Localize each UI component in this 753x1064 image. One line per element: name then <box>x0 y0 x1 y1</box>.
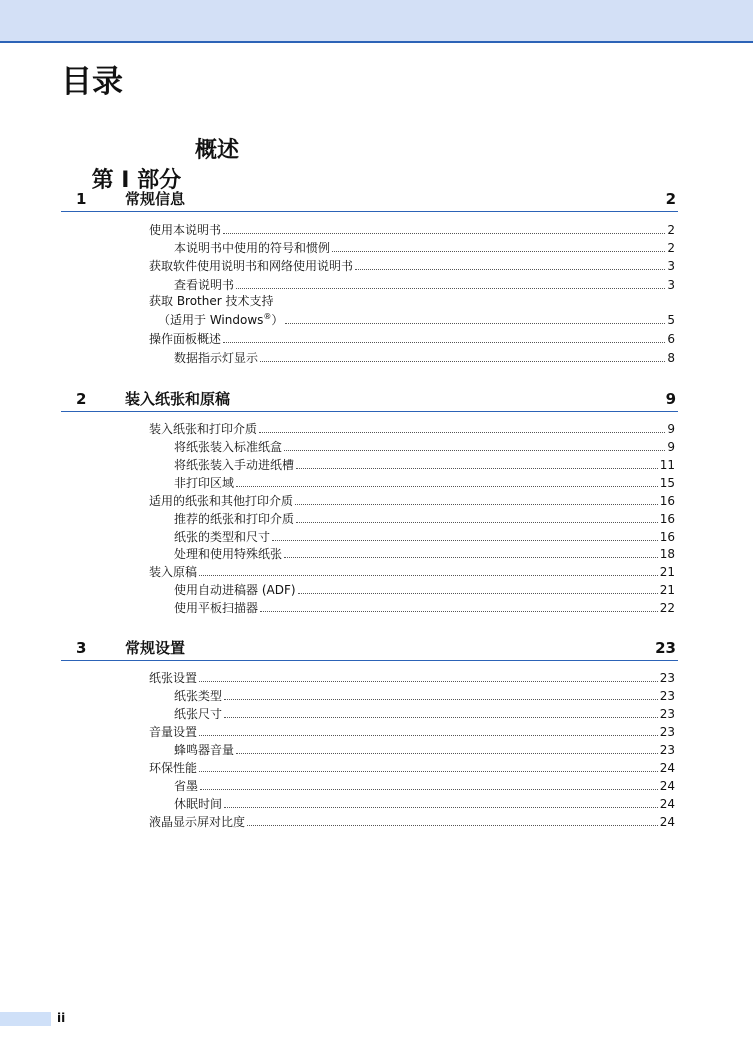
leader-dots <box>296 457 658 469</box>
leader-dots <box>199 724 658 736</box>
chapter-number: 1 <box>76 190 87 208</box>
toc-entry[interactable] <box>174 457 675 473</box>
leader-dots <box>284 546 658 558</box>
leader-dots <box>272 529 658 541</box>
toc-entry-title: 适用的纸张和其他打印介质 <box>149 494 294 508</box>
toc-entry[interactable] <box>174 529 675 545</box>
toc-entry-page: 16 <box>659 530 675 544</box>
part-name: 概述 <box>195 138 240 163</box>
toc-entry-title-line1[interactable]: 获取 Brother 技术支持 <box>149 294 274 308</box>
toc-entry[interactable] <box>149 670 675 686</box>
leader-dots <box>260 350 665 362</box>
leader-dots <box>355 258 665 270</box>
toc-entry[interactable] <box>174 600 675 616</box>
toc-entry[interactable] <box>149 331 675 347</box>
toc-entry[interactable] <box>174 350 675 366</box>
toc-entry-title: 纸张设置 <box>149 671 198 685</box>
toc-entry[interactable] <box>174 240 675 256</box>
toc-entry[interactable] <box>149 564 675 580</box>
leader-dots <box>223 222 665 234</box>
toc-entry-page: 16 <box>659 494 675 508</box>
toc-entry-title: 省墨 <box>174 779 199 793</box>
toc-entry-page: 24 <box>659 797 675 811</box>
toc-entry[interactable] <box>149 724 675 740</box>
toc-entry[interactable] <box>174 688 675 704</box>
toc-entry[interactable] <box>174 742 675 758</box>
toc-entry-title: 音量设置 <box>149 725 198 739</box>
toc-entry-title: 使用本说明书 <box>149 223 222 237</box>
toc-entry-title: 蜂鸣器音量 <box>174 743 235 757</box>
toc-entry-page: 3 <box>667 278 675 292</box>
chapter-title: 常规信息 <box>125 190 186 208</box>
toc-entry-title: 处理和使用特殊纸张 <box>174 547 283 561</box>
toc-entry-page: 11 <box>659 458 675 472</box>
leader-dots <box>284 439 665 451</box>
leader-dots <box>296 511 658 523</box>
toc-entry[interactable] <box>149 258 675 274</box>
footer-bar <box>0 1012 51 1026</box>
chapter-3-heading[interactable] <box>61 638 678 661</box>
toc-entry-page: 24 <box>659 779 675 793</box>
chapter-1-heading[interactable] <box>61 189 678 212</box>
leader-dots <box>200 778 658 790</box>
toc-entry-page: 16 <box>659 512 675 526</box>
toc-entry[interactable] <box>149 493 675 509</box>
toc-entry-page: 23 <box>659 725 675 739</box>
toc-entry-page: 21 <box>659 565 675 579</box>
chapter-title: 常规设置 <box>125 639 186 657</box>
leader-dots <box>260 600 658 612</box>
toc-entry-title: 纸张的类型和尺寸 <box>174 530 271 544</box>
toc-entry[interactable] <box>174 582 675 598</box>
toc-entry-page: 23 <box>659 689 675 703</box>
toc-entry-title: 操作面板概述 <box>149 332 222 346</box>
toc-entry-page: 9 <box>667 440 675 454</box>
toc-entry-title: 使用平板扫描器 <box>174 601 259 615</box>
toc-entry-title: 环保性能 <box>149 761 198 775</box>
toc-entry[interactable] <box>174 706 675 722</box>
toc-entry-title: 查看说明书 <box>174 278 235 292</box>
toc-entry-page: 23 <box>659 707 675 721</box>
toc-entry-title-part: （适用于 Windows <box>158 313 264 327</box>
toc-entry[interactable] <box>149 421 675 437</box>
chapter-page: 9 <box>665 390 676 408</box>
toc-entry[interactable] <box>174 439 675 455</box>
toc-entry[interactable] <box>174 546 675 562</box>
toc-entry[interactable] <box>149 760 675 776</box>
toc-entry-page: 24 <box>659 815 675 829</box>
leader-dots <box>285 312 665 324</box>
registered-mark: ® <box>263 312 272 321</box>
toc-entry-page: 18 <box>659 547 675 561</box>
leader-dots <box>224 688 658 700</box>
toc-entry-page: 22 <box>659 601 675 615</box>
leader-dots <box>199 564 658 576</box>
leader-dots <box>236 277 665 289</box>
toc-entry-page: 23 <box>659 671 675 685</box>
toc-entry[interactable] <box>174 475 675 491</box>
toc-entry-title: 休眠时间 <box>174 797 223 811</box>
toc-entry[interactable] <box>174 511 675 527</box>
toc-entry-title: 推荐的纸张和打印介质 <box>174 512 295 526</box>
chapter-number: 3 <box>76 639 87 657</box>
toc-entry-title: 将纸张装入标准纸盒 <box>174 440 283 454</box>
part-label: 第 I 部分 <box>91 168 182 193</box>
toc-entry[interactable] <box>149 222 675 238</box>
toc-entry-title: 装入原稿 <box>149 565 198 579</box>
toc-entry-title-part: ） <box>271 313 284 327</box>
leader-dots <box>223 331 665 343</box>
toc-entry-title: 本说明书中使用的符号和惯例 <box>174 241 331 255</box>
toc-entry-page: 6 <box>667 332 675 346</box>
toc-entry-title: 获取软件使用说明书和网络使用说明书 <box>149 259 354 273</box>
page-number: ii <box>57 1011 66 1025</box>
chapter-title: 装入纸张和原稿 <box>125 390 231 408</box>
leader-dots <box>332 240 665 252</box>
toc-entry[interactable] <box>174 277 675 293</box>
toc-entry-title: 数据指示灯显示 <box>174 351 259 365</box>
toc-entry-title: 纸张尺寸 <box>174 707 223 721</box>
toc-entry-title: 纸张类型 <box>174 689 223 703</box>
toc-entry-page: 3 <box>667 259 675 273</box>
toc-entry[interactable] <box>174 778 675 794</box>
toc-entry[interactable] <box>158 312 675 328</box>
toc-entry-page: 21 <box>659 583 675 597</box>
header-band <box>0 0 753 43</box>
toc-entry-title: 液晶显示屏对比度 <box>149 815 246 829</box>
chapter-page: 2 <box>665 190 676 208</box>
toc-entry-title: 使用自动进稿器 (ADF) <box>174 583 296 597</box>
toc-entry-page: 15 <box>659 476 675 490</box>
leader-dots <box>199 670 658 682</box>
toc-entry-title <box>158 312 283 328</box>
leader-dots <box>295 493 658 505</box>
leader-dots <box>236 742 658 754</box>
chapter-page: 23 <box>655 639 676 657</box>
leader-dots <box>199 760 658 772</box>
toc-entry[interactable] <box>149 814 675 830</box>
toc-entry-page: 9 <box>667 422 675 436</box>
toc-entry-page: 5 <box>667 313 675 327</box>
leader-dots <box>224 796 658 808</box>
toc-entry-page: 23 <box>659 743 675 757</box>
toc-entry-page: 8 <box>667 351 675 365</box>
toc-entry[interactable] <box>174 796 675 812</box>
leader-dots <box>247 814 658 826</box>
toc-entry-page: 2 <box>667 241 675 255</box>
page-title: 目录 <box>61 64 123 100</box>
leader-dots <box>236 475 658 487</box>
toc-entry-page: 24 <box>659 761 675 775</box>
leader-dots <box>298 582 658 594</box>
toc-entry-title: 非打印区域 <box>174 476 235 490</box>
chapter-2-heading[interactable] <box>61 389 678 412</box>
toc-entry-title: 将纸张装入手动进纸槽 <box>174 458 295 472</box>
toc-entry-page: 2 <box>667 223 675 237</box>
leader-dots <box>259 421 665 433</box>
toc-entry-title: 装入纸张和打印介质 <box>149 422 258 436</box>
leader-dots <box>224 706 658 718</box>
chapter-number: 2 <box>76 390 87 408</box>
